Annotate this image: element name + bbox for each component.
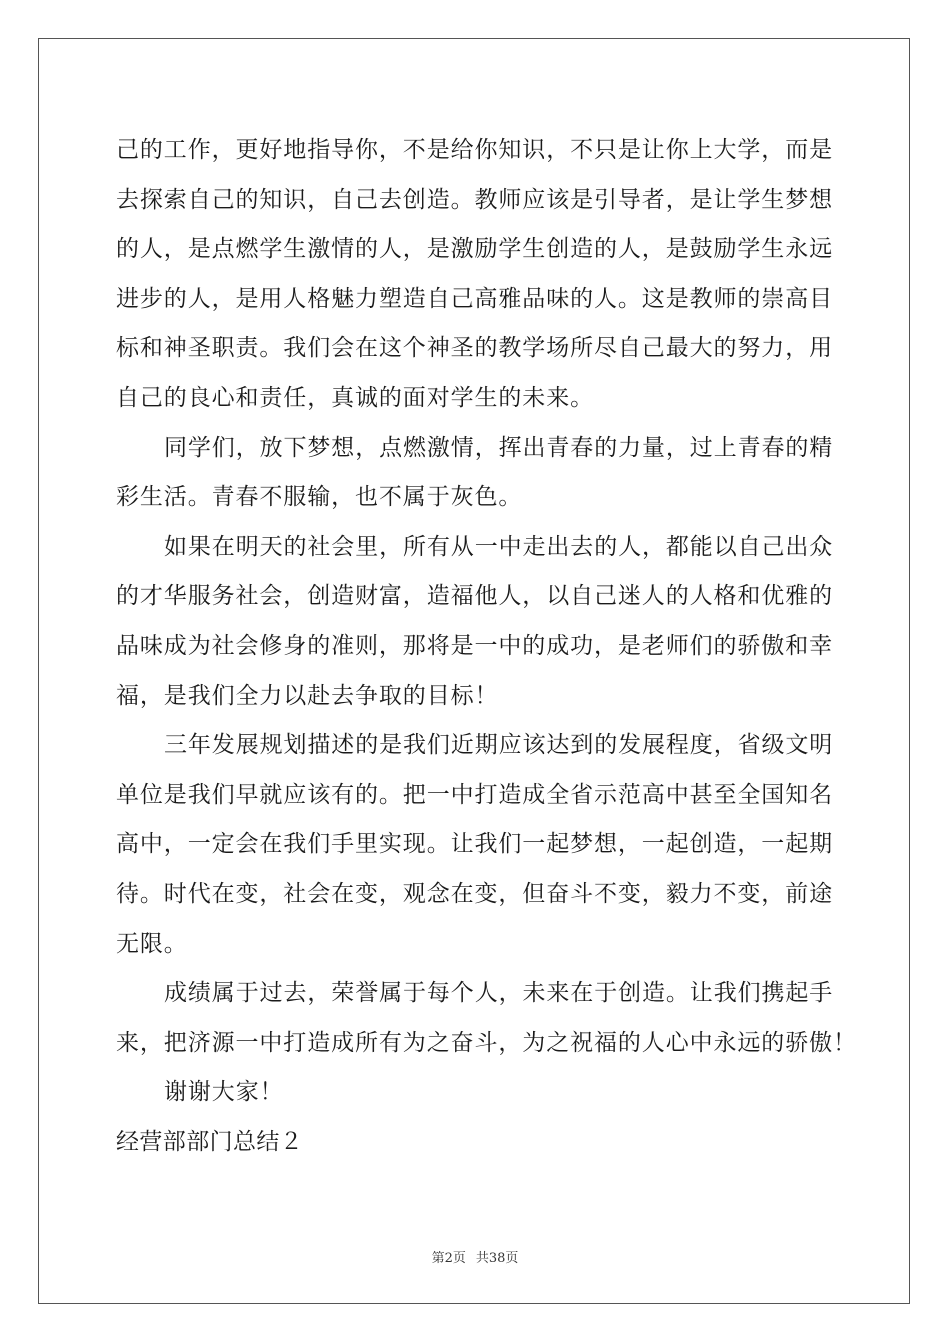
text-line: 来，把济源一中打造成所有为之奋斗，为之祝福的人心中永远的骄傲！: [116, 1029, 857, 1056]
text-line: 的人，是点燃学生激情的人，是激励学生创造的人，是鼓励学生永远: [116, 236, 833, 263]
text-line: 无限。: [116, 930, 188, 957]
paragraph-start-line: 三年发展规划描述的是我们近期应该达到的发展程度，省级文明: [164, 732, 834, 759]
text-line: 进步的人，是用人格魅力塑造自己高雅品味的人。这是教师的崇高目: [116, 285, 833, 312]
page-total: 共38页: [475, 1251, 519, 1266]
text-line: 高中，一定会在我们手里实现。让我们一起梦想，一起创造，一起期: [116, 831, 833, 858]
closing-line: 谢谢大家！: [164, 1079, 284, 1106]
text-line: 标和神圣职责。我们会在这个神圣的教学场所尽自己最大的努力，用: [116, 335, 833, 362]
paragraph-start-line: 如果在明天的社会里，所有从一中走出去的人，都能以自己出众: [164, 533, 834, 560]
page-number: 第2页: [431, 1251, 466, 1266]
section-heading: 经营部部门总结２: [116, 1128, 304, 1155]
text-line: 的才华服务社会，创造财富，造福他人，以自己迷人的人格和优雅的: [116, 583, 833, 610]
text-line: 去探索自己的知识，自己去创造。教师应该是引导者，是让学生梦想: [116, 186, 833, 213]
text-line: 单位是我们早就应该有的。把一中打造成全省示范高中甚至全国知名: [116, 781, 833, 808]
text-line: 己的工作，更好地指导你，不是给你知识，不只是让你上大学，而是: [116, 137, 833, 163]
text-line: 品味成为社会修身的准则，那将是一中的成功，是老师们的骄傲和幸: [116, 632, 833, 659]
page-footer: [0, 1247, 950, 1266]
text-line: 彩生活。青春不服输，也不属于灰色。: [116, 484, 523, 511]
text-line: 待。时代在变，社会在变，观念在变，但奋斗不变，毅力不变，前途: [116, 880, 833, 907]
text-line: 福，是我们全力以赴去争取的目标！: [116, 682, 499, 709]
paragraph-start-line: 同学们，放下梦想，点燃激情，挥出青春的力量，过上青春的精: [164, 434, 834, 461]
text-line: 自己的良心和责任，真诚的面对学生的未来。: [116, 384, 594, 411]
paragraph-start-line: 成绩属于过去，荣誉属于每个人，未来在于创造。让我们携起手: [164, 980, 834, 1007]
document-body: [116, 126, 857, 1167]
